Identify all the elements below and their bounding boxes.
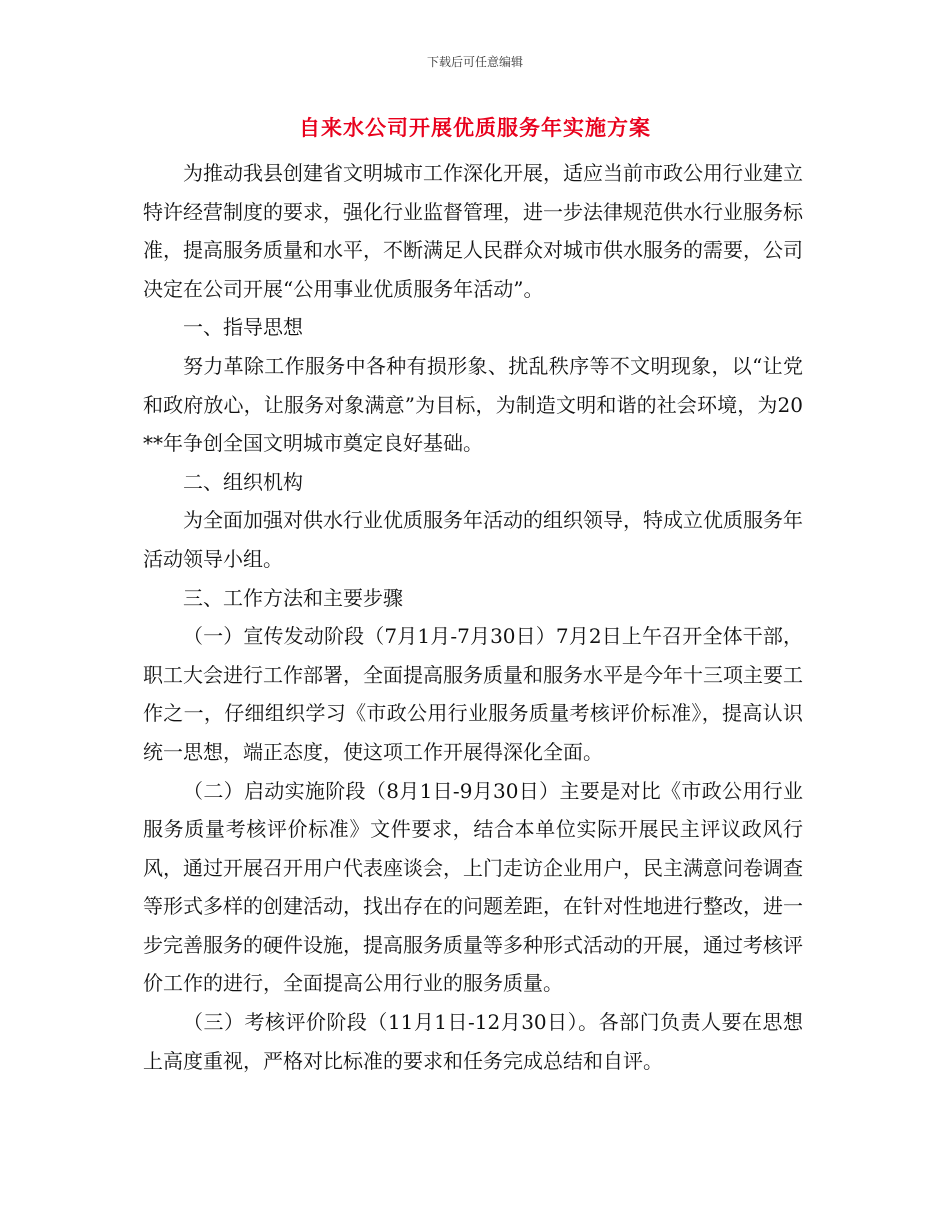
section-heading-guiding-thought: 一、指导思想 [183, 315, 303, 340]
header-note: 下载后可任意编辑 [426, 55, 523, 69]
section-heading-organization: 二、组织机构 [183, 469, 303, 494]
paragraph-intro: 为推动我县创建省文明城市工作深化开展，适应当前市政公用行业建立特许经营制度的要求，强化行业监督管理，进一步法律规范供水行业服务标准，提高服务质量和水平，不断满足人民群众对城市供水服务的需要，公司决定在公司开展“公用事业优质服务年活动”。 [143, 161, 803, 301]
document-title: 自来水公司开展优质服务年实施方案 [299, 116, 651, 140]
document-body [143, 154, 803, 1080]
paragraph-guiding-thought: 努力革除工作服务中各种有损形象、扰乱秩序等不文明现象，以“让党和政府放心，让服务对象满意”为目标，为制造文明和谐的社会环境，为20**年争创全国文明城市奠定良好基础。 [143, 353, 803, 456]
paragraph-organization: 为全面加强对供水行业优质服务年活动的组织领导，特成立优质服务年活动领导小组。 [143, 508, 803, 571]
paragraph-stage-3: （三）考核评价阶段（11月1日-12月30日）。各部门负责人要在思想上高度重视，严格对比标准的要求和任务完成总结和自评。 [143, 1010, 803, 1073]
paragraph-stage-1: （一）宣传发动阶段（7月1月-7月30日）7月2日上午召开全体干部，职工大会进行工作部署，全面提高服务质量和服务水平是今年十三项主要工作之一，仔细组织学习《市政公用行业服务质量考核评价标准》，提高认识统一思想，端正态度，使这项工作开展得深化全面。 [143, 624, 803, 764]
section-heading-methods: 三、工作方法和主要步骤 [183, 585, 403, 610]
paragraph-stage-2: （二）启动实施阶段（8月1日-9月30日）主要是对比《市政公用行业服务质量考核评价标准》文件要求，结合本单位实际开展民主评议政风行风，通过开展召开用户代表座谈会，上门走访企业用户，民主满意问卷调查等形式多样的创建活动，找出存在的问题差距，在针对性地进行整改，进一步完善服务的硬件设施，提高服务质量等多种形式活动的开展，通过考核评价工作的进行，全面提高公用行业的服务质量。 [143, 778, 803, 996]
